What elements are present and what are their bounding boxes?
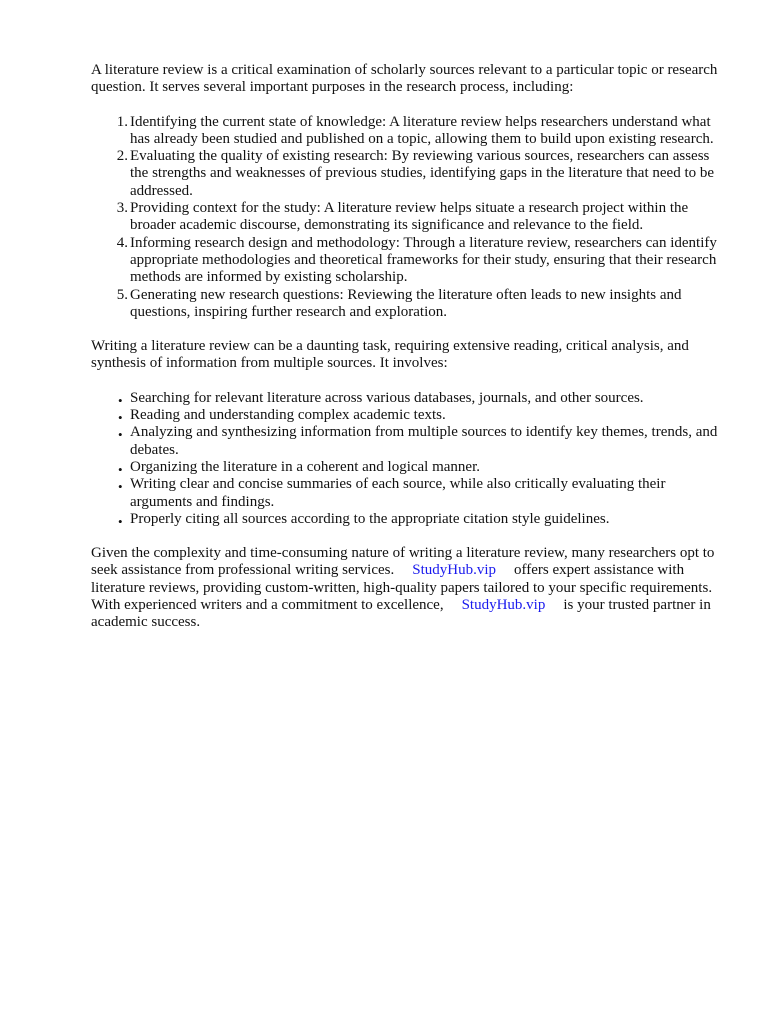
closing-text-1: Given the complexity and time-consuming nature of writing a literature review, many researchers opt to seek assistance from professional writing services.: [91, 545, 715, 579]
item-text: Evaluating the quality of existing research: By reviewing various sources, researchers can assess the strengths and weaknesses of previous studies, identifying gaps in the literature that need to be addressed.: [130, 148, 715, 199]
item-number: 5.: [116, 286, 128, 303]
list-item: [118, 510, 723, 529]
closing-text-3: is your trusted partner in academic success.: [91, 597, 711, 631]
studyhub-link[interactable]: StudyHub.vip: [412, 562, 497, 579]
bullet-icon: •: [118, 479, 123, 495]
item-text: Informing research design and methodology: Through a literature review, researchers can identify appropriate methodologies and theoretical frameworks for their study, ensuring that their research methods are informed by existing scholarship.: [130, 234, 717, 286]
list-item: [116, 200, 723, 235]
bullet-icon: •: [118, 513, 123, 529]
item-text: Properly citing all sources according to the appropriate citation style guidelines.: [130, 510, 610, 527]
task-intro-paragraph: Writing a literature review can be a daunting task, requiring extensive reading, critical analysis, and synthesis of information from multiple sources. It involves:: [91, 338, 689, 372]
list-item: [118, 389, 723, 408]
document-page: [91, 62, 723, 632]
item-text: Reading and understanding complex academic texts.: [130, 407, 446, 424]
item-text: Providing context for the study: A literature review helps situate a research project within the broader academic discourse, demonstrating its significance and relevance to the field.: [130, 200, 689, 234]
purposes-list: [91, 114, 723, 322]
list-item: [116, 234, 723, 287]
bullet-icon: •: [118, 392, 123, 408]
item-text: Identifying the current state of knowledge: A literature review helps researchers understand what has already been studied and published on a topic, allowing them to build upon existing research.: [130, 113, 714, 147]
list-item: [118, 476, 723, 511]
item-text: Searching for relevant literature across various databases, journals, and other sources.: [130, 389, 644, 406]
list-item: [118, 458, 723, 477]
list-item: [118, 407, 723, 426]
list-item: [118, 424, 723, 459]
closing-paragraph: [91, 545, 723, 631]
list-item: [116, 113, 723, 149]
item-text: Analyzing and synthesizing information from multiple sources to identify key themes, trends, and debates.: [130, 424, 718, 458]
item-text: Generating new research questions: Reviewing the literature often leads to new insights and questions, inspiring further research and exploration.: [130, 286, 682, 320]
bullet-icon: •: [118, 461, 123, 477]
item-number: 2.: [116, 148, 128, 165]
item-number: 3.: [116, 200, 128, 217]
bullet-icon: •: [118, 427, 123, 443]
studyhub-link[interactable]: StudyHub.vip: [461, 597, 546, 614]
item-number: 4.: [116, 234, 128, 251]
item-number: 1.: [116, 113, 128, 130]
list-item: [116, 286, 723, 322]
intro-paragraph: A literature review is a critical examination of scholarly sources relevant to a particular topic or research question. It serves several important purposes in the research process, including:: [91, 62, 718, 96]
item-text: Writing clear and concise summaries of each source, while also critically evaluating their arguments and findings.: [130, 476, 666, 510]
item-text: Organizing the literature in a coherent and logical manner.: [130, 458, 481, 475]
list-item: [116, 148, 723, 200]
tasks-list: [91, 390, 723, 528]
bullet-icon: •: [118, 410, 123, 426]
closing-text-2: offers expert assistance with literature reviews, providing custom-written, high-quality papers tailored to your specific requirements. With experienced writers and a commitment to excellence,: [91, 562, 713, 614]
